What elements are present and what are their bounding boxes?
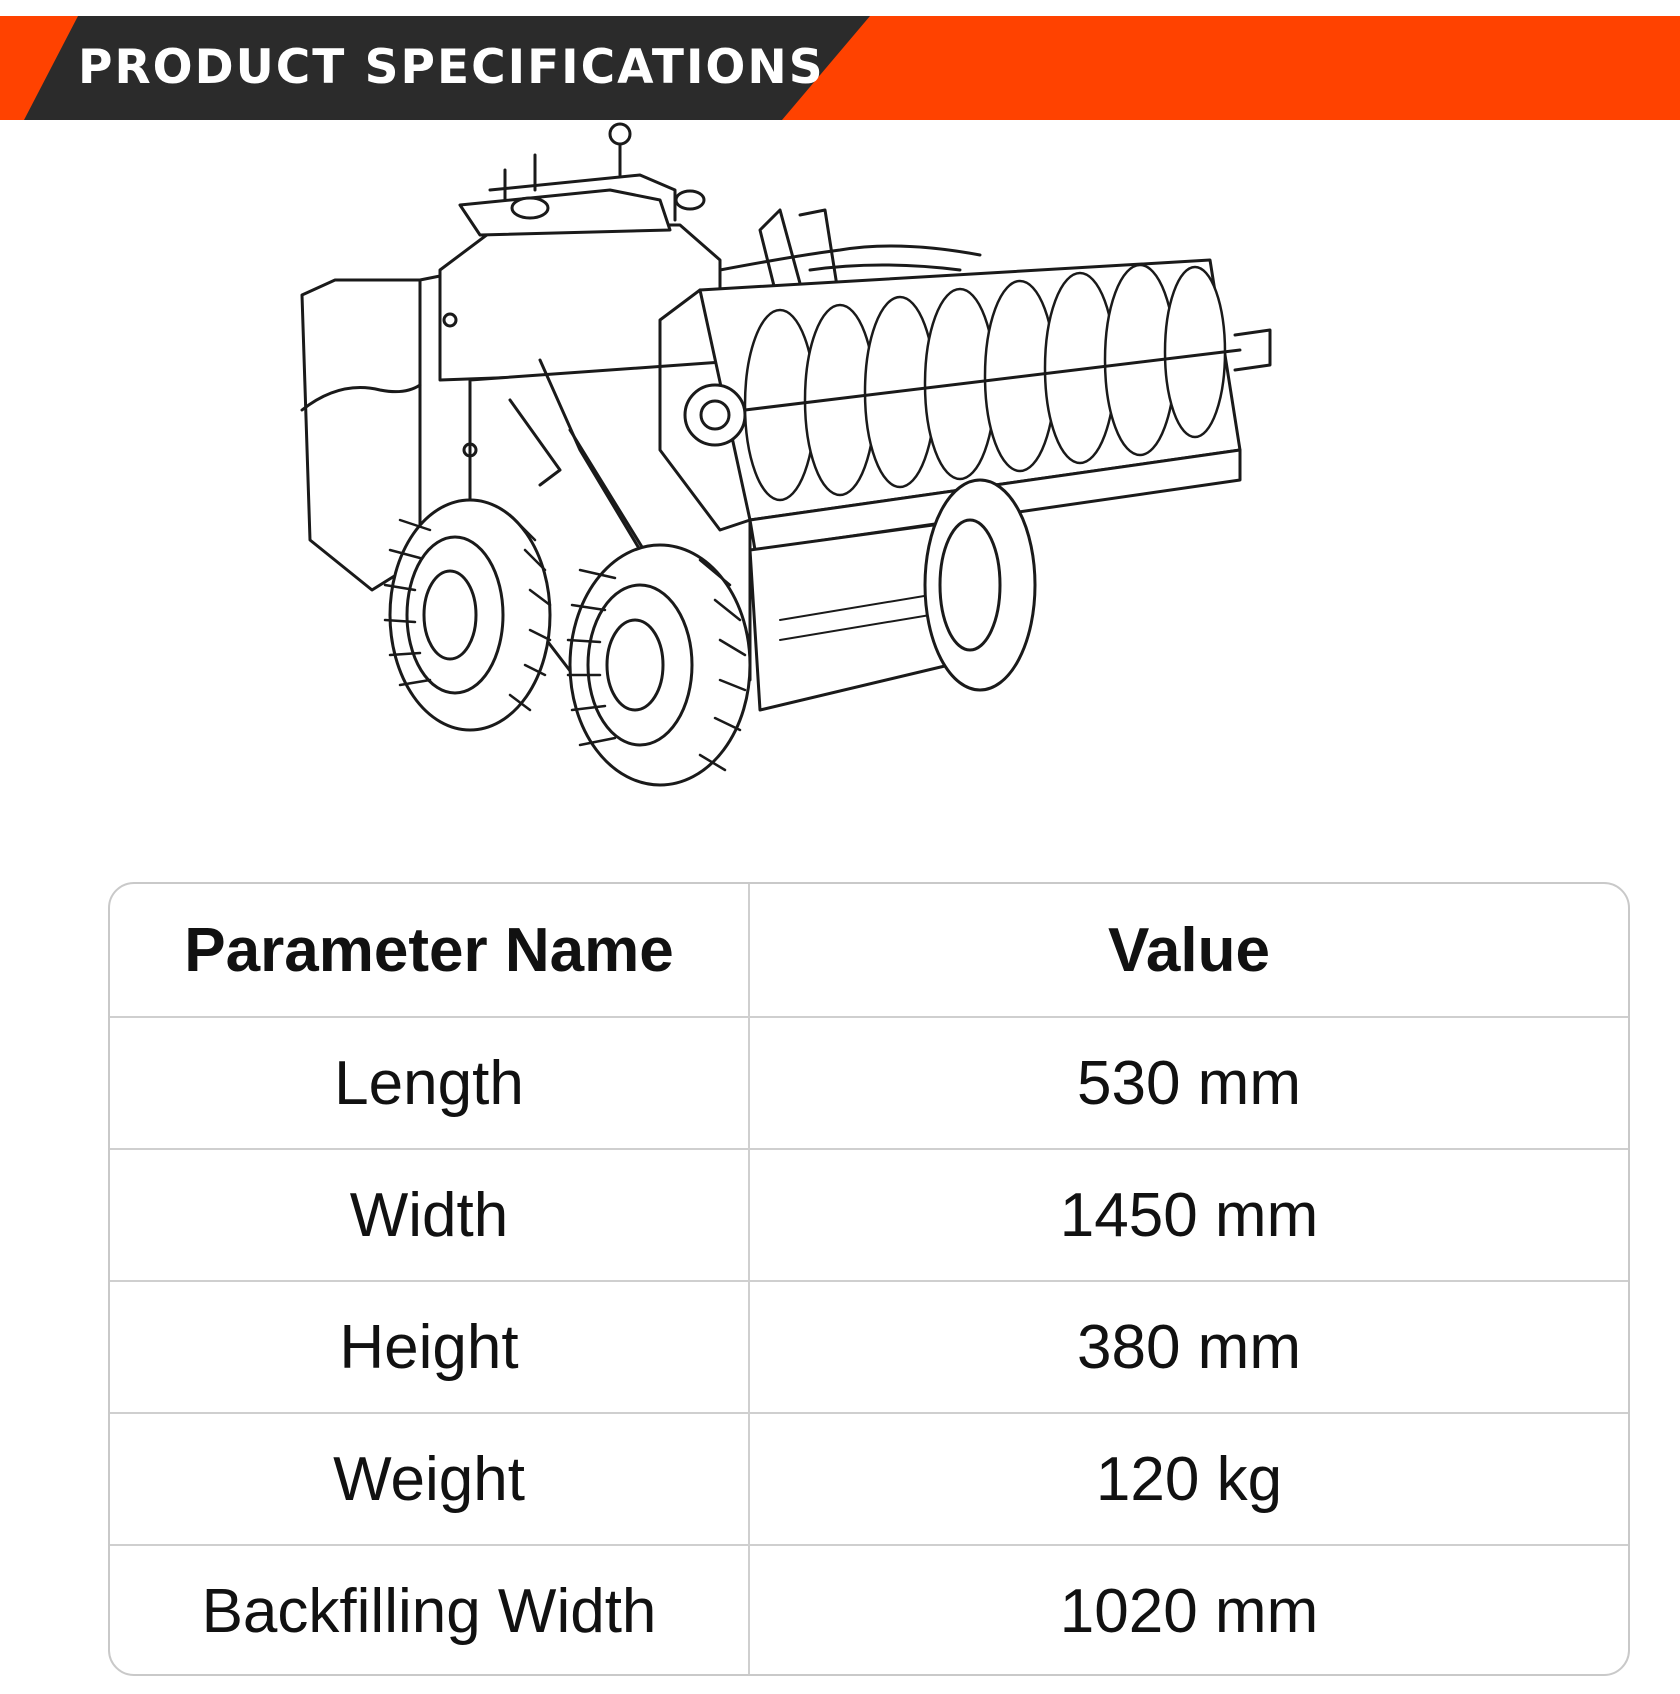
table-row — [110, 1544, 1628, 1676]
header-parameter-name: Parameter Name — [110, 884, 750, 1016]
row-value: 1450 mm — [1059, 1180, 1319, 1250]
header-banner — [0, 16, 1680, 120]
table-row — [110, 1280, 1628, 1412]
row-name: Width — [110, 1150, 750, 1280]
table-header-row — [110, 884, 1628, 1016]
table-row — [110, 1148, 1628, 1280]
row-value: 1020 mm — [1059, 1576, 1319, 1646]
row-name: Weight — [110, 1414, 750, 1544]
row-name: Height — [110, 1282, 750, 1412]
spec-table — [108, 882, 1630, 1676]
banner-title: PRODUCT SPECIFICATIONS — [78, 40, 825, 95]
table-row — [110, 1016, 1628, 1148]
row-name: Backfilling Width — [110, 1546, 750, 1676]
row-name: Length — [110, 1018, 750, 1148]
auger-machine-icon — [280, 120, 1400, 850]
table-row — [110, 1412, 1628, 1544]
row-value: 530 mm — [1077, 1048, 1301, 1118]
row-value: 380 mm — [1077, 1312, 1301, 1382]
header-value: Value — [1108, 915, 1270, 985]
row-value: 120 kg — [1095, 1444, 1283, 1514]
product-illustration — [280, 120, 1400, 850]
